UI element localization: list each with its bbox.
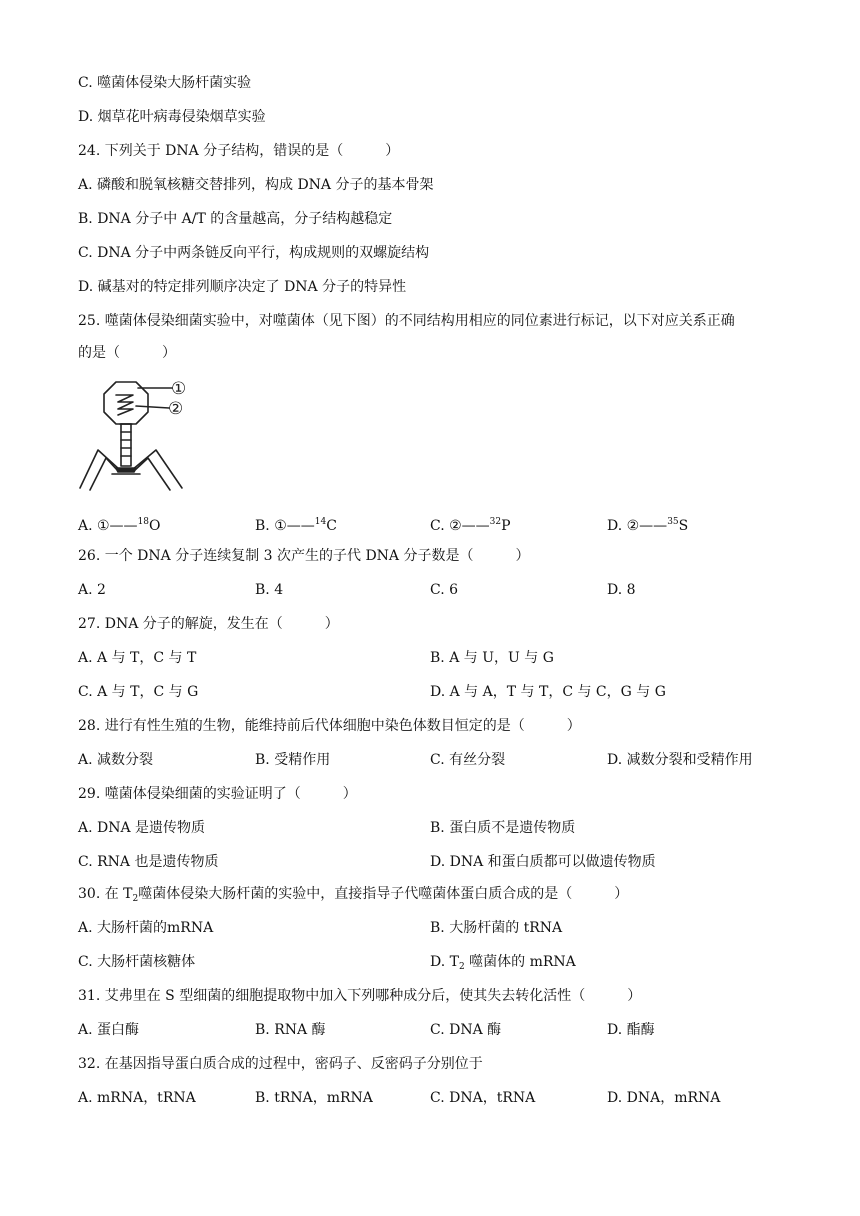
q29-options-row2 bbox=[0, 852, 860, 872]
element-symbol: P bbox=[501, 518, 511, 534]
q31-option-d: D. 酯酶 bbox=[607, 1022, 655, 1038]
q28-options bbox=[0, 750, 860, 770]
element-symbol: C bbox=[326, 518, 337, 534]
option-text: 噬菌体的 mRNA bbox=[464, 954, 576, 970]
paren-close: ） bbox=[162, 345, 176, 361]
q28-option-b: B. 受精作用 bbox=[255, 752, 331, 768]
q32-options bbox=[0, 1088, 860, 1108]
isotope-mass: 35 bbox=[667, 517, 679, 527]
q25-stem-cont bbox=[78, 343, 176, 363]
paren-close: ） bbox=[324, 616, 339, 632]
q30-stem bbox=[78, 884, 628, 909]
q24-text: 24. 下列关于 DNA 分子结构，错误的是（ bbox=[78, 143, 344, 159]
q32-option-d: D. DNA，mRNA bbox=[607, 1090, 721, 1106]
q28-option-a: A. 减数分裂 bbox=[78, 752, 154, 768]
element-symbol: O bbox=[149, 518, 161, 534]
q26-option-b: B. 4 bbox=[255, 582, 284, 598]
q29-option-d: D. DNA 和蛋白质都可以做遗传物质 bbox=[430, 854, 656, 870]
q27-option-a: A. A 与 T，C 与 T bbox=[78, 650, 197, 666]
q25-options bbox=[0, 512, 860, 532]
q28-text: 28. 进行有性生殖的生物，能维持前后代体细胞中染色体数目恒定的是（ bbox=[78, 718, 525, 734]
q27-options-row1 bbox=[0, 648, 860, 668]
q25-text-2: 的是（ bbox=[78, 345, 120, 361]
q23-option-c: C. 噬菌体侵染大肠杆菌实验 bbox=[78, 75, 252, 91]
q31-stem bbox=[78, 986, 641, 1006]
q25-option-c bbox=[430, 512, 511, 536]
q30-subscript: 2 bbox=[132, 894, 139, 904]
q26-option-a: A. 2 bbox=[78, 582, 106, 598]
q24-option-a: A. 磷酸和脱氧核糖交替排列，构成 DNA 分子的基本骨架 bbox=[78, 177, 434, 193]
option-text: B. ①—— bbox=[255, 518, 315, 534]
q26-option-d: D. 8 bbox=[607, 582, 636, 598]
q26-options bbox=[0, 580, 860, 600]
q30-options-row2 bbox=[0, 952, 860, 972]
q28-option-c: C. 有丝分裂 bbox=[430, 752, 506, 768]
q26-option-c: C. 6 bbox=[430, 582, 459, 598]
q27-stem bbox=[78, 614, 339, 634]
q25-option-d bbox=[607, 512, 688, 536]
q29-option-c: C. RNA 也是遗传物质 bbox=[78, 854, 219, 870]
q30-option-a: A. 大肠杆菌的mRNA bbox=[78, 920, 214, 936]
q25-stem: 25. 噬菌体侵染细菌实验中，对噬菌体（见下图）的不同结构用相应的同位素进行标记，以下对应关系正确 bbox=[78, 313, 735, 329]
paren-close: ） bbox=[566, 718, 581, 734]
q29-options-row1 bbox=[0, 818, 860, 838]
q31-options bbox=[0, 1020, 860, 1040]
q30-option-d bbox=[430, 952, 576, 977]
q25-option-b bbox=[255, 512, 337, 536]
paren-close: ） bbox=[614, 886, 629, 902]
q24-option-d: D. 碱基对的特定排列顺序决定了 DNA 分子的特异性 bbox=[78, 279, 407, 295]
q30-text-pre: 30. 在 T bbox=[78, 886, 133, 902]
option-text: D. T bbox=[430, 954, 459, 970]
isotope-mass: 18 bbox=[137, 517, 150, 527]
label-2-pointer bbox=[136, 406, 169, 408]
q29-stem bbox=[78, 784, 357, 804]
paren-close: ） bbox=[627, 988, 642, 1004]
q31-option-c: C. DNA 酶 bbox=[430, 1022, 502, 1038]
element-symbol: S bbox=[678, 518, 689, 534]
q30-options-row1 bbox=[0, 918, 860, 938]
q29-text: 29. 噬菌体侵染细菌的实验证明了（ bbox=[78, 786, 301, 802]
q30-option-b: B. 大肠杆菌的 tRNA bbox=[430, 920, 563, 936]
paren-close: ） bbox=[385, 143, 400, 159]
paren-close: ） bbox=[342, 786, 357, 802]
label-2: ② bbox=[168, 399, 184, 419]
q25-option-a bbox=[78, 512, 161, 536]
q23-option-d: D. 烟草花叶病毒侵染烟草实验 bbox=[78, 109, 266, 125]
q26-stem bbox=[78, 546, 530, 566]
q32-option-b: B. tRNA，mRNA bbox=[255, 1090, 373, 1106]
q26-text: 26. 一个 DNA 分子连续复制 3 次产生的子代 DNA 分子数是（ bbox=[78, 548, 474, 564]
q27-options-row2 bbox=[0, 682, 860, 702]
q30-text-post: 噬菌体侵染大肠杆菌的实验中，直接指导子代噬菌体蛋白质合成的是（ bbox=[138, 886, 573, 902]
option-text: A. ①—— bbox=[78, 518, 138, 534]
q32-stem: 32. 在基因指导蛋白质合成的过程中，密码子、反密码子分别位于 bbox=[78, 1056, 483, 1072]
q31-option-a: A. 蛋白酶 bbox=[78, 1022, 140, 1038]
q27-option-d: D. A 与 A，T 与 T，C 与 C，G 与 G bbox=[430, 684, 666, 700]
q27-option-b: B. A 与 U，U 与 G bbox=[430, 650, 554, 666]
q27-option-c: C. A 与 T，C 与 G bbox=[78, 684, 199, 700]
q32-option-c: C. DNA，tRNA bbox=[430, 1090, 536, 1106]
q30-option-c: C. 大肠杆菌核糖体 bbox=[78, 954, 196, 970]
subscript: 2 bbox=[458, 962, 465, 972]
q31-text: 31. 艾弗里在 S 型细菌的细胞提取物中加入下列哪种成分后，使其失去转化活性（ bbox=[78, 988, 586, 1004]
q31-option-b: B. RNA 酶 bbox=[255, 1022, 326, 1038]
bacteriophage-figure bbox=[76, 378, 188, 494]
isotope-mass: 32 bbox=[489, 517, 502, 527]
option-text: C. ②—— bbox=[430, 518, 490, 534]
q29-option-a: A. DNA 是遗传物质 bbox=[78, 820, 206, 836]
isotope-mass: 14 bbox=[314, 517, 327, 527]
label-1: ① bbox=[171, 379, 187, 399]
q28-option-d: D. 减数分裂和受精作用 bbox=[607, 752, 753, 768]
q27-text: 27. DNA 分子的解旋，发生在（ bbox=[78, 616, 283, 632]
q29-option-b: B. 蛋白质不是遗传物质 bbox=[430, 820, 576, 836]
q24-option-c: C. DNA 分子中两条链反向平行，构成规则的双螺旋结构 bbox=[78, 245, 430, 261]
q24-stem bbox=[78, 141, 399, 161]
q24-option-b: B. DNA 分子中 A/T 的含量越高，分子结构越稳定 bbox=[78, 211, 393, 227]
q32-option-a: A. mRNA，tRNA bbox=[78, 1090, 196, 1106]
phage-dna-zigzag bbox=[116, 395, 133, 415]
q28-stem bbox=[78, 716, 581, 736]
option-text: D. ②—— bbox=[607, 518, 668, 534]
paren-close: ） bbox=[515, 548, 530, 564]
phage-tail bbox=[121, 424, 131, 466]
